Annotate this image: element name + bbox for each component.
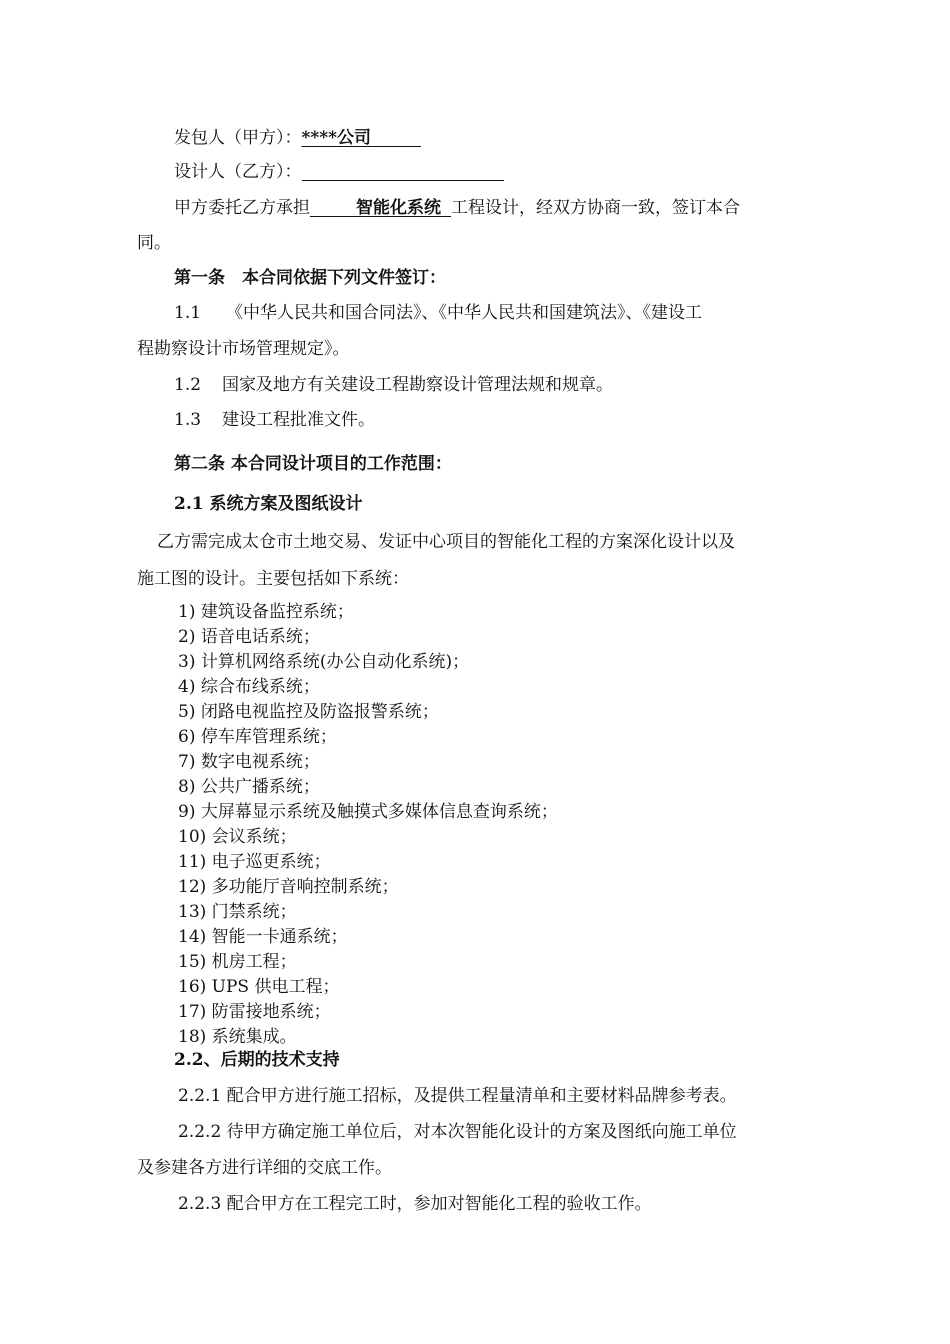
list-item: 14) 智能一卡通系统； (178, 927, 348, 947)
list-item: 15) 机房工程； (178, 952, 297, 972)
list-item: 18) 系统集成。 (178, 1027, 297, 1047)
list-item: 16) UPS 供电工程； (178, 977, 340, 997)
article1-item-2-text: 国家及地方有关建设工程勘察设计管理法规和规章。 (222, 375, 613, 395)
article1-item-1-line-2: 程勘察设计市场管理规定》。 (137, 339, 350, 359)
article1-item-1-line-1 (174, 301, 814, 325)
entrust-prefix: 甲方委托乙方承担 (174, 198, 310, 218)
article1-item-1-num: 1.1 (174, 303, 202, 323)
list-item: 8) 公共广播系统； (178, 777, 320, 797)
section-2-2-1: 2.2.1 配合甲方进行施工招标，及提供工程量清单和主要材料品牌参考表。 (178, 1086, 737, 1106)
list-item: 13) 门禁系统； (178, 902, 297, 922)
list-item: 17) 防雷接地系统； (178, 1002, 331, 1022)
article1-item-3-num: 1.3 (174, 410, 202, 430)
list-item: 5) 闭路电视监控及防盗报警系统； (178, 702, 439, 722)
section-2-2-2-line-2: 及参建各方进行详细的交底工作。 (137, 1158, 392, 1178)
party-a-label: 发包人（甲方）： (174, 128, 302, 148)
party-a-line (174, 126, 421, 150)
entrust-line-2: 同。 (137, 233, 171, 253)
article1-item-3-text: 建设工程批准文件。 (222, 410, 375, 430)
party-a-value: ****公司 (301, 128, 372, 148)
section-2-2-2-line-1: 2.2.2 待甲方确定施工单位后，对本次智能化设计的方案及图纸向施工单位 (178, 1122, 737, 1142)
list-item: 6) 停车库管理系统； (178, 727, 337, 747)
article1-item-3 (174, 408, 375, 432)
entrust-blank-left (310, 198, 356, 217)
list-item: 1) 建筑设备监控系统； (178, 602, 354, 622)
party-b-label: 设计人（乙方）： (174, 162, 302, 182)
list-item: 12) 多功能厅音响控制系统； (178, 877, 399, 897)
section-2-2-3: 2.2.3 配合甲方在工程完工时，参加对智能化工程的验收工作。 (178, 1194, 652, 1214)
article1-title: 第一条 本合同依据下列文件签订： (174, 268, 446, 288)
list-item: 9) 大屏幕显示系统及触摸式多媒体信息查询系统； (178, 802, 558, 822)
list-item: 11) 电子巡更系统； (178, 852, 331, 872)
party-b-blank (302, 162, 504, 181)
section-2-1-title: 2.1 系统方案及图纸设计 (174, 494, 363, 514)
article2-title: 第二条 本合同设计项目的工作范围： (174, 454, 452, 474)
article1-item-2-num: 1.2 (174, 375, 202, 395)
entrust-line-1 (174, 196, 740, 220)
entrust-project: 智能化系统 (356, 198, 441, 218)
list-item: 3) 计算机网络系统(办公自动化系统)； (178, 652, 470, 672)
party-b-line (174, 160, 504, 184)
list-item: 2) 语音电话系统； (178, 627, 320, 647)
list-item: 10) 会议系统； (178, 827, 297, 847)
section-2-2-title: 2.2、后期的技术支持 (174, 1050, 340, 1070)
entrust-blank-right (441, 198, 451, 217)
party-a-blank (371, 128, 421, 147)
entrust-suffix: 工程设计，经双方协商一致，签订本合 (451, 198, 740, 218)
section-2-1-body-line-2: 施工图的设计。主要包括如下系统： (137, 569, 409, 589)
list-item: 7) 数字电视系统； (178, 752, 320, 772)
list-item: 4) 综合布线系统； (178, 677, 320, 697)
article1-item-1-text: 《中华人民共和国合同法》、《中华人民共和国建筑法》、《建设工 (226, 303, 702, 323)
article1-item-2 (174, 373, 613, 397)
section-2-1-body-line-1: 乙方需完成太仓市土地交易、发证中心项目的智能化工程的方案深化设计以及 (157, 532, 735, 552)
